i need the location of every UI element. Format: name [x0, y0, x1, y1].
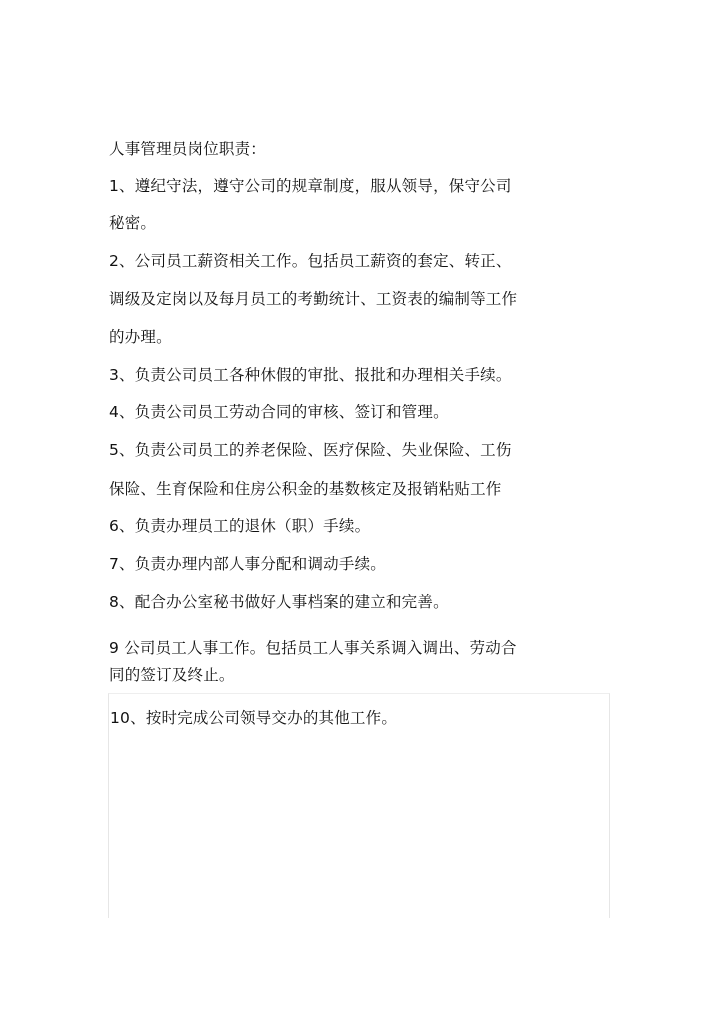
duty-line-2-cont-2: 的办理。	[109, 328, 172, 346]
duty-line-9-cont: 同的签订及终止。	[109, 666, 235, 684]
duty-line-8: 8、配合办公室秘书做好人事档案的建立和完善。	[109, 593, 449, 611]
duty-line-3: 3、负责公司员工各种休假的审批、报批和办理相关手续。	[109, 366, 512, 384]
duty-line-2: 2、公司员工薪资相关工作。包括员工薪资的套定、转正、	[109, 252, 512, 270]
duty-line-9: 9 公司员工人事工作。包括员工人事关系调入调出、劳动合	[109, 639, 517, 657]
duty-line-1: 1、遵纪守法，遵守公司的规章制度，服从领导，保守公司	[109, 177, 512, 195]
duty-line-5-cont: 保险、生育保险和住房公积金的基数核定及报销粘贴工作	[109, 480, 502, 498]
duty-line-1-cont: 秘密。	[109, 214, 157, 232]
duty-line-10: 10、按时完成公司领导交办的其他工作。	[110, 709, 398, 727]
duty-line-4: 4、负责公司员工劳动合同的审核、签订和管理。	[109, 403, 449, 421]
duty-line-5: 5、负责公司员工的养老保险、医疗保险、失业保险、工伤	[109, 441, 512, 459]
text-box	[108, 693, 610, 918]
duty-line-6: 6、负责办理员工的退休（职）手续。	[109, 517, 371, 535]
duty-line-2-cont: 调级及定岗以及每月员工的考勤统计、工资表的编制等工作	[109, 290, 518, 308]
document-title: 人事管理员岗位职责：	[109, 140, 267, 158]
duty-line-7: 7、负责办理内部人事分配和调动手续。	[109, 555, 386, 573]
